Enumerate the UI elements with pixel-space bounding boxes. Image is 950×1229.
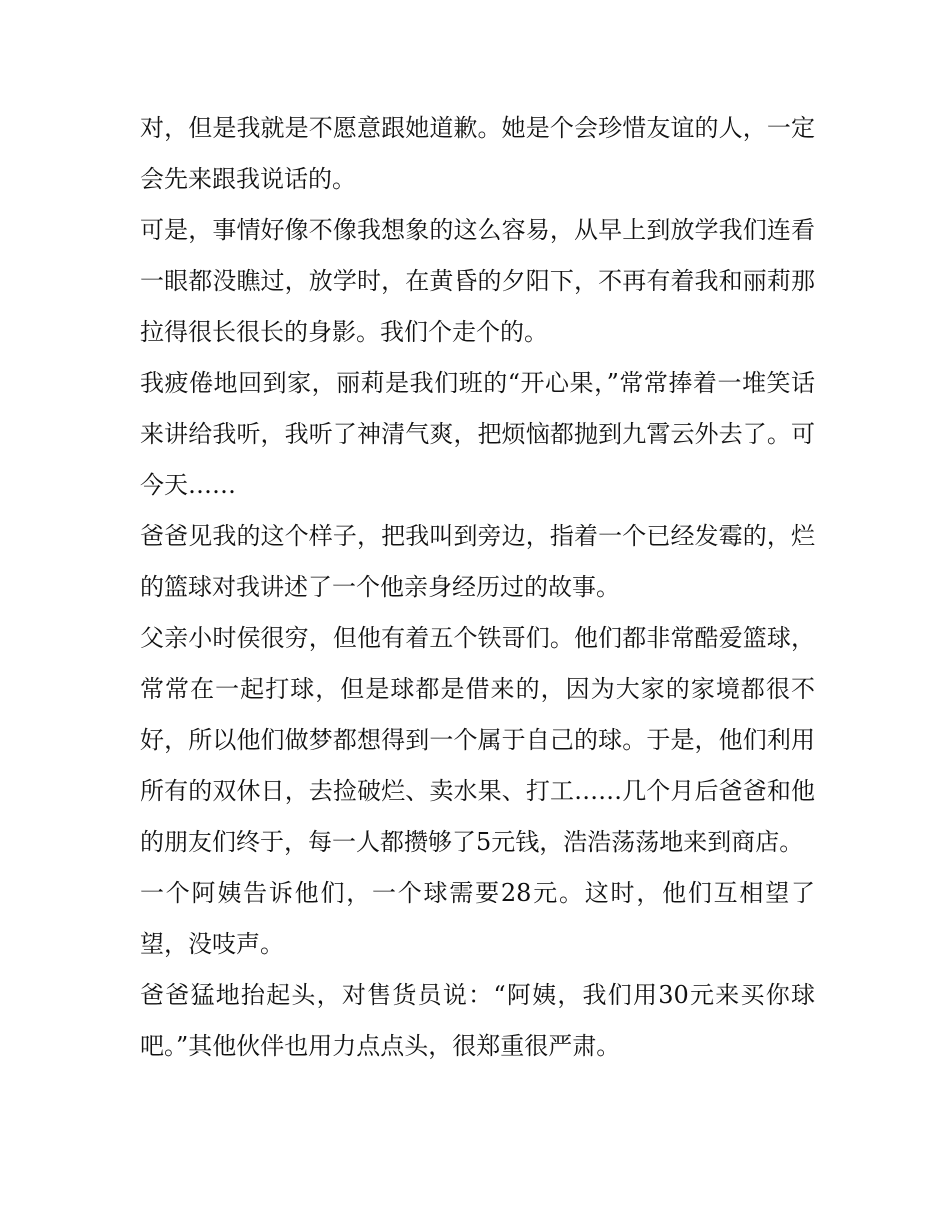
paragraph-4: 爸爸见我的这个样子，把我叫到旁边，指着一个已经发霉的，烂的篮球对我讲述了一个他亲身经历过的故事。 [140, 522, 815, 601]
paragraph-3: 我疲倦地回到家，丽莉是我们班的“开心果，”常常捧着一堆笑话来讲给我听，我听了神清气爽，把烦恼都抛到九霄云外去了。可今天…… [140, 369, 815, 499]
paragraph-2: 可是，事情好像不像我想象的这么容易，从早上到放学我们连看一眼都没瞧过，放学时，在黄昏的夕阳下，不再有着我和丽莉那拉得很长很长的身影。我们个走个的。 [140, 216, 815, 346]
paragraph-5: 父亲小时侯很穷，但他有着五个铁哥们。他们都非常酷爱篮球，常常在一起打球，但是球都是借来的，因为大家的家境都很不好，所以他们做梦都想得到一个属于自己的球。于是，他们利用所有的双休日，去捡破烂、卖水果、打工……几个月后爸爸和他的朋友们终于，每一人都攒够了5元钱，浩浩荡荡地来到商店。 [140, 624, 815, 856]
document-body [140, 103, 815, 1072]
paragraph-6: 一个阿姨告诉他们，一个球需要28元。这时，他们互相望了望，没吱声。 [140, 879, 815, 958]
paragraph-1: 对，但是我就是不愿意跟她道歉。她是个会珍惜友谊的人，一定会先来跟我说话的。 [140, 114, 815, 193]
paragraph-7: 爸爸猛地抬起头，对售货员说：“阿姨，我们用30元来买你球吧。”其他伙伴也用力点点头，很郑重很严肃。 [140, 981, 815, 1060]
